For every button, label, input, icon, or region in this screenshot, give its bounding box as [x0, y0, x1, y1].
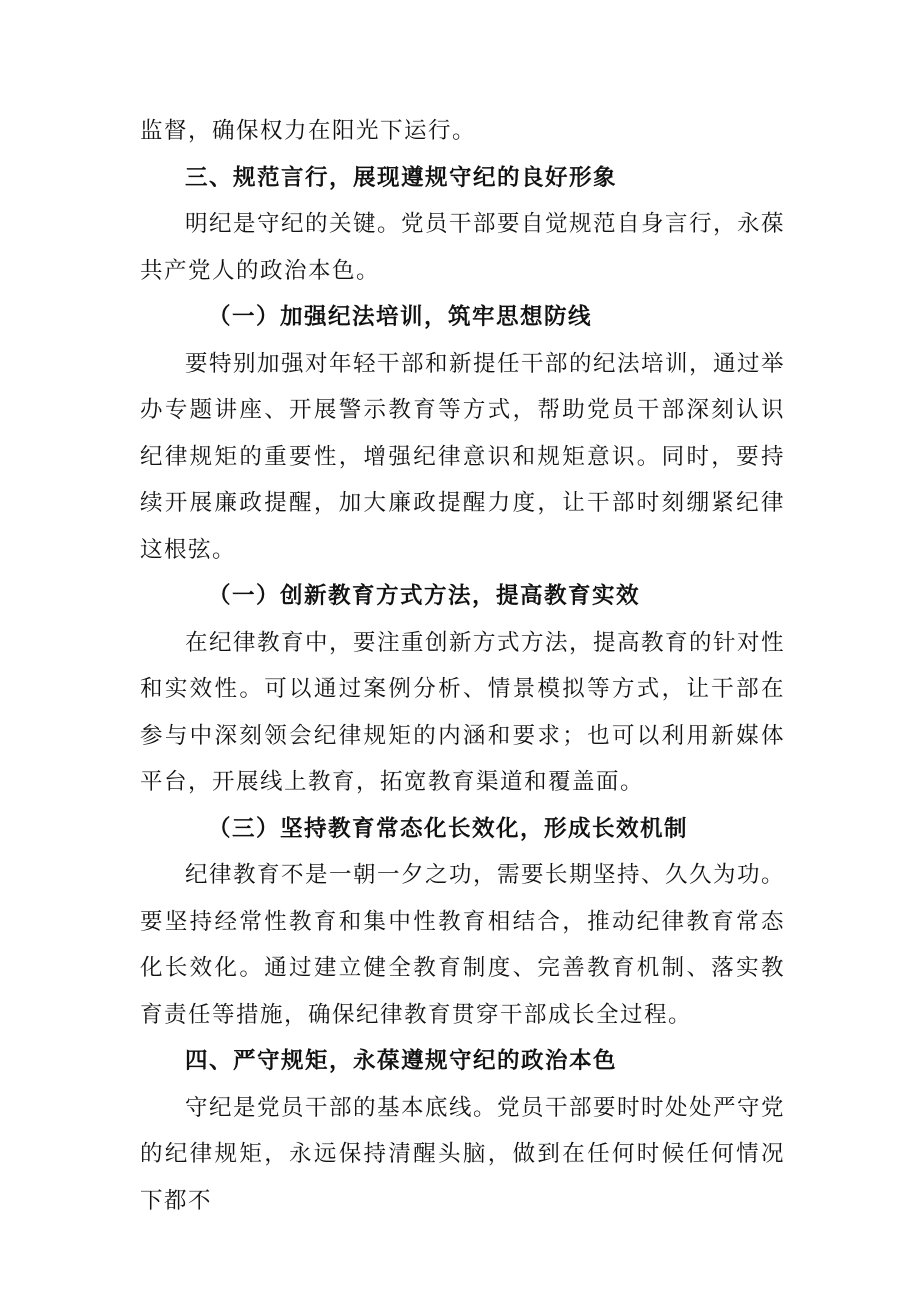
sub-heading-2: （一）创新教育方式方法，提高教育实效	[208, 583, 641, 609]
section-heading-3: 三、规范言行，展现遵规守纪的良好形象	[185, 164, 618, 191]
document-body	[140, 108, 785, 1224]
paragraph: 纪律教育不是一朝一夕之功，需要长期坚持、久久为功。要坚持经常性教育和集中性教育相结合，推动纪律教育常态化长效化。通过建立健全教育制度、完善教育机制、落实教育责任等措施，确保纪律教育贯穿干部成长全过程。	[140, 862, 786, 1028]
paragraph: 要特别加强对年轻干部和新提任干部的纪法培训，通过举办专题讲座、开展警示教育等方式，帮助党员干部深刻认识纪律规矩的重要性，增强纪律意识和规矩意识。同时，要持续开展廉政提醒，加大廉政提醒力度，让干部时刻绷紧纪律这根弦。	[140, 350, 786, 563]
paragraph-continued: 监督，确保权力在阳光下运行。	[140, 118, 477, 144]
paragraph: 明纪是守纪的关键。党员干部要自觉规范自身言行，永葆共产党人的政治本色。	[140, 211, 786, 284]
paragraph: 守纪是党员干部的基本底线。党员干部要时时处处严守党的纪律规矩，永远保持清醒头脑，做到在任何时候任何情况下都不	[140, 1094, 786, 1214]
paragraph: 在纪律教育中，要注重创新方式方法，提高教育的针对性和实效性。可以通过案例分析、情景模拟等方式，让干部在参与中深刻领会纪律规矩的内涵和要求；也可以利用新媒体平台，开展线上教育，拓宽教育渠道和覆盖面。	[140, 629, 786, 795]
sub-heading-3: （三）坚持教育常态化长效化，形成长效机制	[208, 815, 689, 842]
sub-heading-1: （一）加强纪法培训，筑牢思想防线	[208, 304, 593, 330]
section-heading-4: 四、严守规矩，永葆遵规守纪的政治本色	[185, 1048, 618, 1074]
